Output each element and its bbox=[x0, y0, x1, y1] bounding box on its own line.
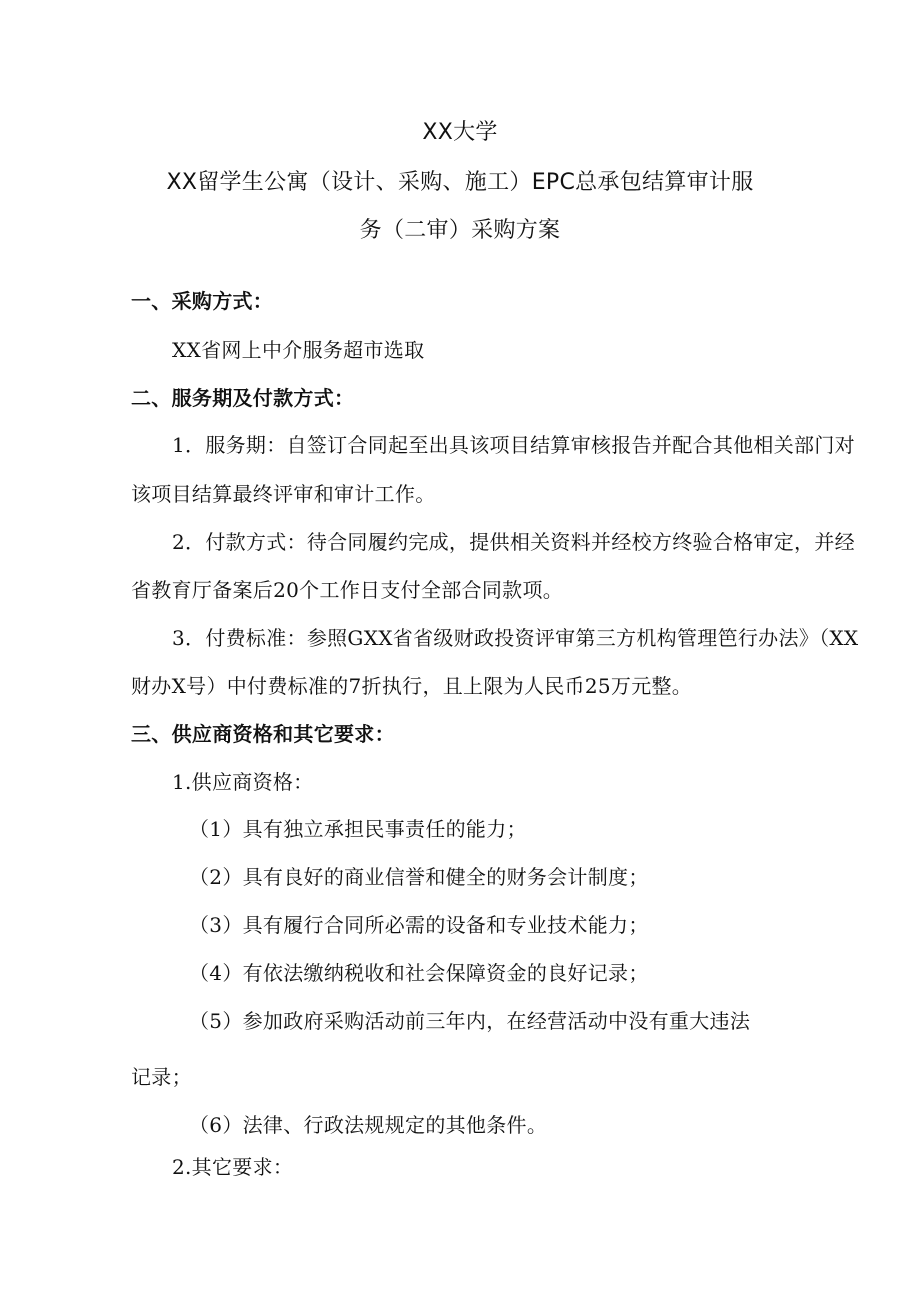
payment-method-line-2: 省教育厅备案后20个工作日支付全部合同款项。 bbox=[131, 578, 564, 602]
fee-standard-line-1: 3．付费标准：参照GXX省省级财政投资评审第三方机构管理笆行办法》（XX bbox=[172, 626, 859, 650]
qualification-item-5-line-2: 记录； bbox=[131, 1065, 192, 1089]
qualification-item-1: （1）具有独立承担民事责任的能力； bbox=[189, 817, 527, 841]
qualification-item-6: （6）法律、行政法规规定的其他条件。 bbox=[189, 1113, 548, 1137]
supplier-qualification-subheading: 1.供应商资格： bbox=[172, 770, 314, 794]
qualification-item-5-line-1: （5）参加政府采购活动前三年内，在经营活动中没有重大违法 bbox=[189, 1009, 751, 1033]
service-period-line-1: 1．服务期：自签订合同起至出具该项目结算审核报告并配合其他相关部门对 bbox=[172, 433, 855, 457]
document-title-line-3: 务（二审）采购方案 bbox=[359, 218, 561, 243]
section-heading-service-payment: 二、服务期及付款方式： bbox=[131, 386, 355, 410]
procurement-method-text: XX省网上中介服务超市选取 bbox=[172, 338, 425, 362]
qualification-item-2: （2）具有良好的商业信誉和健全的财务会计制度； bbox=[189, 865, 649, 889]
qualification-item-3: （3）具有履行合同所必需的设备和专业技术能力； bbox=[189, 913, 649, 937]
section-heading-procurement-method: 一、采购方式： bbox=[131, 289, 274, 313]
document-title-line-1: XX大学 bbox=[422, 120, 498, 145]
other-requirements-subheading: 2.其它要求： bbox=[172, 1155, 294, 1179]
service-period-line-2: 该项目结算最终评审和审计工作。 bbox=[131, 482, 436, 506]
qualification-item-4: （4）有依法缴纳税收和社会保障资金的良好记录； bbox=[189, 961, 649, 985]
payment-method-line-1: 2．付款方式：待合同履约完成，提供相关资料并经校方终验合格审定，并经 bbox=[172, 530, 855, 554]
section-heading-supplier-qualification: 三、供应商资格和其它要求： bbox=[131, 722, 395, 746]
document-title-line-2: XX留学生公寓（设计、采购、施工）EPC总承包结算审计服 bbox=[166, 170, 754, 195]
fee-standard-line-2: 财办X号）中付费标准的7折执行，且上限为人民币25万元整。 bbox=[131, 674, 693, 698]
